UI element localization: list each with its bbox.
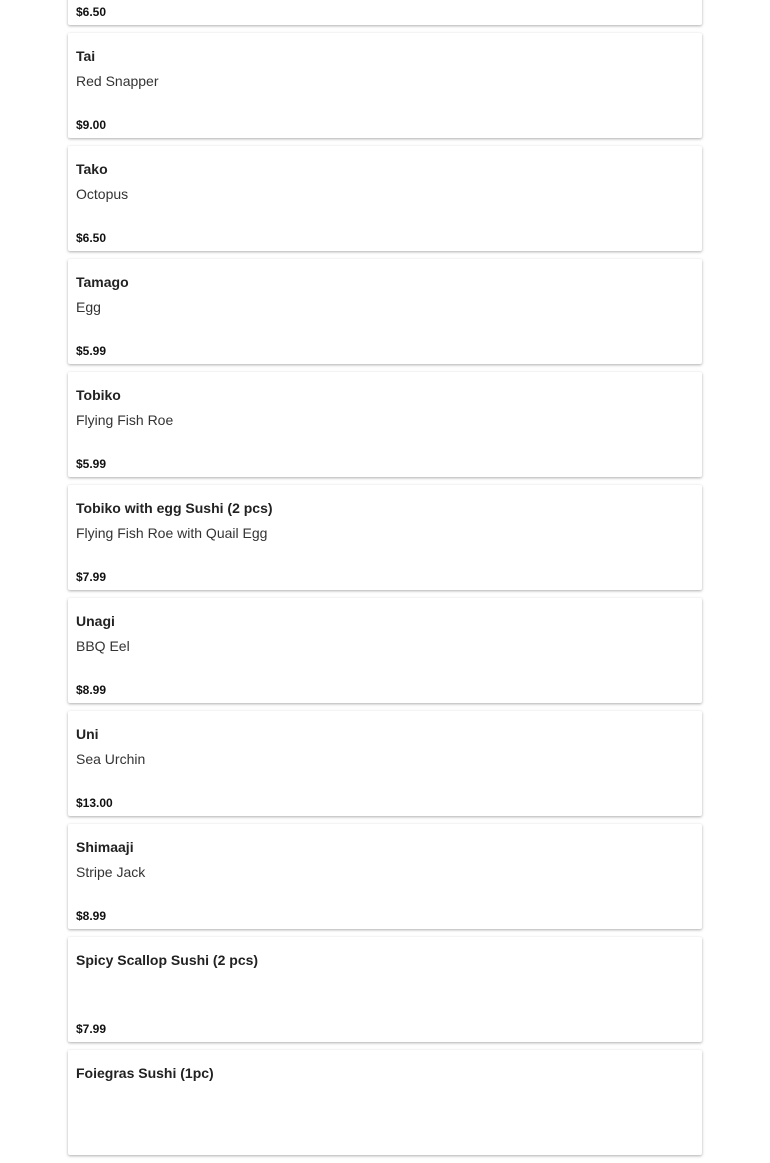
menu-item-price: $7.99 (76, 1022, 107, 1036)
menu-item-description: Sea Urchin (76, 751, 146, 767)
menu-item-description: Flying Fish Roe with Quail Egg (76, 525, 268, 541)
menu-item-card[interactable] (68, 146, 702, 251)
menu-item-name: Shimaaji (76, 839, 134, 855)
menu-item-price: $6.50 (76, 231, 107, 245)
menu-item-price: $8.99 (76, 683, 107, 697)
menu-item-list (68, 0, 702, 1163)
menu-item-name: Tobiko (76, 387, 121, 403)
menu-item-description: Red Snapper (76, 73, 159, 89)
menu-item-name: Uni (76, 726, 99, 742)
menu-item-card[interactable] (68, 0, 702, 25)
menu-item-description: Flying Fish Roe (76, 412, 174, 428)
menu-item-card[interactable] (68, 485, 702, 590)
menu-item-name: Spicy Scallop Sushi (2 pcs) (76, 952, 259, 968)
menu-item-card[interactable] (68, 598, 702, 703)
menu-item-name: Unagi (76, 613, 115, 629)
menu-item-price: $5.99 (76, 344, 107, 358)
menu-item-name: Tako (76, 161, 108, 177)
menu-item-card[interactable] (68, 372, 702, 477)
menu-item-price: $6.50 (76, 5, 107, 19)
menu-item-name: Tobiko with egg Sushi (2 pcs) (76, 500, 273, 516)
menu-item-description: Octopus (76, 186, 129, 202)
menu-item-card[interactable] (68, 1050, 702, 1155)
menu-item-description: Stripe Jack (76, 864, 146, 880)
menu-item-card[interactable] (68, 711, 702, 816)
menu-item-card[interactable] (68, 259, 702, 364)
menu-item-description: BBQ Eel (76, 638, 130, 654)
menu-item-price: $8.99 (76, 909, 107, 923)
menu-item-card[interactable] (68, 824, 702, 929)
menu-item-price: $13.00 (76, 796, 113, 810)
menu-item-price: $9.00 (76, 118, 107, 132)
menu-item-card[interactable] (68, 937, 702, 1042)
menu-item-price: $7.99 (76, 570, 107, 584)
menu-item-description: Egg (76, 299, 101, 315)
menu-item-price: $5.99 (76, 457, 107, 471)
menu-item-name: Tai (76, 48, 96, 64)
menu-item-name: Tamago (76, 274, 129, 290)
menu-item-name: Foiegras Sushi (1pc) (76, 1065, 214, 1081)
menu-item-card[interactable] (68, 33, 702, 138)
